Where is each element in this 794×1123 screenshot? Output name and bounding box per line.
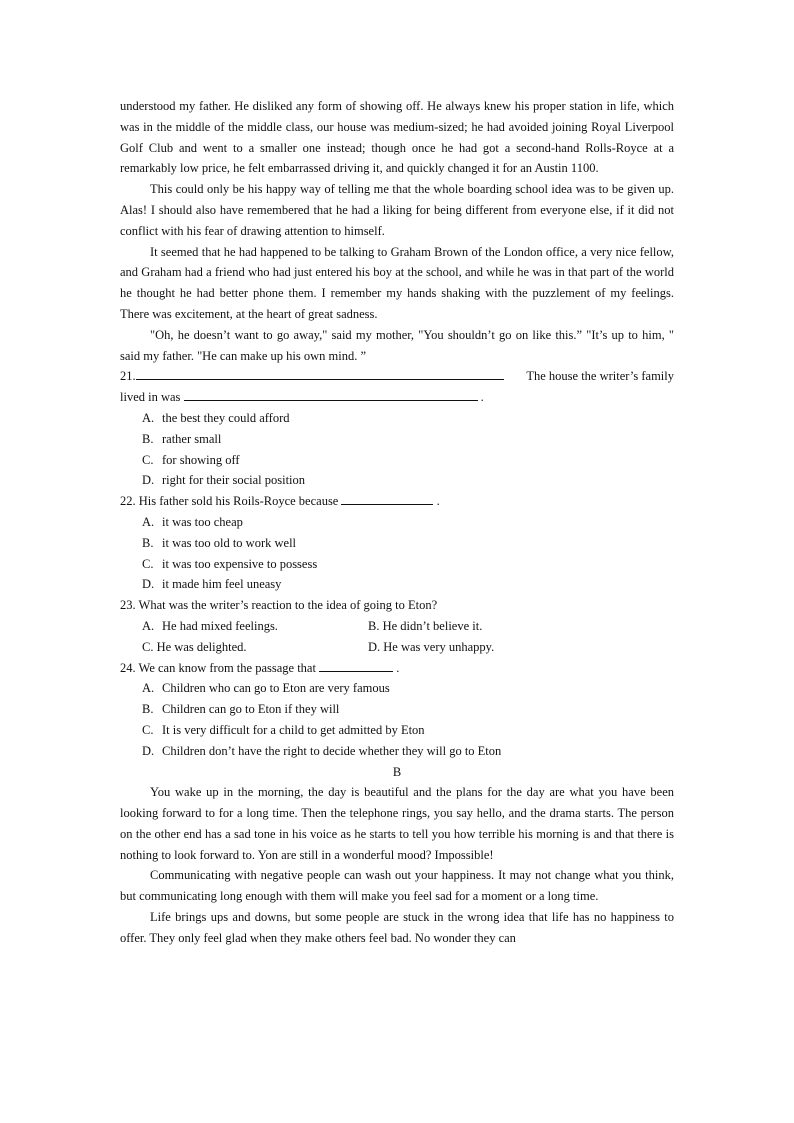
question-24-end: . bbox=[396, 660, 400, 675]
option-item bbox=[368, 637, 594, 658]
question-22-text: His father sold his Roils-Royce because bbox=[138, 494, 339, 509]
option-item bbox=[142, 678, 674, 699]
question-21-text-b: lived in was bbox=[120, 390, 181, 405]
option-letter: C. bbox=[142, 452, 154, 467]
option-text: Children can go to Eton if they will bbox=[162, 702, 340, 717]
options-row bbox=[142, 616, 674, 637]
option-text: it was too expensive to possess bbox=[162, 556, 318, 571]
option-text: it made him feel uneasy bbox=[162, 577, 282, 592]
option-item bbox=[368, 616, 594, 637]
option-letter: D. bbox=[142, 743, 155, 758]
option-text: it was too old to work well bbox=[162, 535, 297, 550]
section-b-paragraph-1: You wake up in the morning, the day is beautiful and the plans for the day are what you have been looking forward to for a long time. Then the telephone rings, you say hello, and the drama starts. The person on the other end has a sad tone in his voice as he starts to tell you how terrible his morning is and that there is nothing to look forward to. Yon are still in a wonderful mood? Impossible! bbox=[120, 785, 674, 862]
option-letter: C. bbox=[142, 556, 154, 571]
option-letter: C. bbox=[142, 639, 154, 654]
options-row bbox=[142, 637, 674, 658]
option-text: rather small bbox=[162, 431, 222, 446]
option-item bbox=[142, 470, 674, 491]
option-item bbox=[142, 554, 674, 575]
option-letter: A. bbox=[142, 618, 155, 633]
option-letter: B. bbox=[368, 618, 380, 633]
question-22-number: 22. bbox=[120, 494, 136, 509]
option-letter: A. bbox=[142, 681, 155, 696]
question-21 bbox=[120, 366, 674, 387]
option-text: He was very unhappy. bbox=[383, 639, 495, 654]
question-24-text: We can know from the passage that bbox=[138, 660, 316, 675]
option-letter: B. bbox=[142, 535, 154, 550]
option-item bbox=[142, 741, 674, 762]
option-item bbox=[142, 699, 674, 720]
question-21-text-a: The house the writer’s family bbox=[526, 369, 674, 384]
option-item bbox=[142, 450, 674, 471]
question-24-number: 24. bbox=[120, 660, 136, 675]
answer-blank bbox=[341, 492, 433, 505]
option-text: it was too cheap bbox=[162, 514, 243, 529]
document-page bbox=[120, 96, 674, 949]
option-text: He didn’t believe it. bbox=[382, 618, 483, 633]
passage-a-paragraph-2: This could only be his happy way of telling me that the whole boarding school idea was to be given up. Alas! I should also have remembered that he had a liking for being different from everyone else, if it did not conflict with his fear of drawing attention to himself. bbox=[120, 182, 674, 238]
question-23-text: What was the writer’s reaction to the idea of going to Eton? bbox=[138, 598, 438, 613]
section-b-paragraph-3: Life brings ups and downs, but some people are stuck in the wrong idea that life has no happiness to offer. They only feel glad when they make others feel bad. No wonder they can bbox=[120, 910, 674, 945]
option-letter: B. bbox=[142, 702, 154, 717]
option-item bbox=[142, 512, 674, 533]
option-text: He had mixed feelings. bbox=[162, 618, 278, 633]
option-letter: D. bbox=[142, 577, 155, 592]
option-item bbox=[142, 574, 674, 595]
option-letter: B. bbox=[142, 431, 154, 446]
question-21-number: 21. bbox=[120, 369, 136, 384]
option-letter: A. bbox=[142, 514, 155, 529]
passage-a-paragraph-1: understood my father. He disliked any form of showing off. He always knew his proper station in life, which was in the middle of the middle class, our house was medium-sized; he had avoided joining Royal Liverpool Golf Club and went to a smaller one instead; though once he had got a second-hand Rolls-Royce at a remarkably low price, he felt embarrassed driving it, and quickly changed it for an Austin 1100. bbox=[120, 99, 674, 176]
question-24 bbox=[120, 658, 674, 679]
question-23-number: 23. bbox=[120, 598, 136, 613]
answer-blank bbox=[184, 388, 478, 401]
option-item bbox=[142, 720, 674, 741]
option-item bbox=[142, 429, 674, 450]
option-item bbox=[142, 533, 674, 554]
option-text: right for their social position bbox=[162, 473, 306, 488]
section-b-paragraph-2: Communicating with negative people can wash out your happiness. It may not change what you think, but communicating long enough with them will make you feel sad for a moment or a long time. bbox=[120, 868, 674, 904]
option-letter: A. bbox=[142, 410, 155, 425]
option-letter: D. bbox=[142, 473, 155, 488]
question-21-continuation bbox=[120, 387, 674, 408]
option-text: Children who can go to Eton are very famous bbox=[162, 681, 390, 696]
question-23 bbox=[120, 595, 674, 616]
option-text: Children don’t have the right to decide whether they will go to Eton bbox=[162, 743, 502, 758]
section-b-heading: B bbox=[392, 764, 402, 779]
option-text: the best they could afford bbox=[162, 410, 290, 425]
answer-blank bbox=[319, 659, 393, 672]
question-22 bbox=[120, 491, 674, 512]
option-text: He was delighted. bbox=[156, 639, 247, 654]
option-letter: C. bbox=[142, 722, 154, 737]
option-item bbox=[142, 616, 368, 637]
option-item bbox=[142, 408, 674, 429]
option-item bbox=[142, 637, 368, 658]
passage-a-paragraph-3: It seemed that he had happened to be talking to Graham Brown of the London office, a very nice fellow, and Graham had a friend who had just entered his boy at the school, and while he was in that part of the world he thought he had better phone them. I remember my hands shaking with the puzzlement of my feelings. There was excitement, at the heart of great sadness. bbox=[120, 244, 674, 321]
option-text: for showing off bbox=[162, 452, 240, 467]
passage-a-paragraph-4: "Oh, he doesn’t want to go away," said my mother, "You shouldn’t go on like this.” "It’s up to him, " said my father. "He can make up his own mind. ” bbox=[120, 327, 674, 363]
option-letter: D. bbox=[368, 639, 381, 654]
question-21-end: . bbox=[480, 390, 484, 405]
option-text: It is very difficult for a child to get admitted by Eton bbox=[162, 722, 425, 737]
answer-blank bbox=[136, 367, 504, 380]
question-22-end: . bbox=[436, 494, 440, 509]
